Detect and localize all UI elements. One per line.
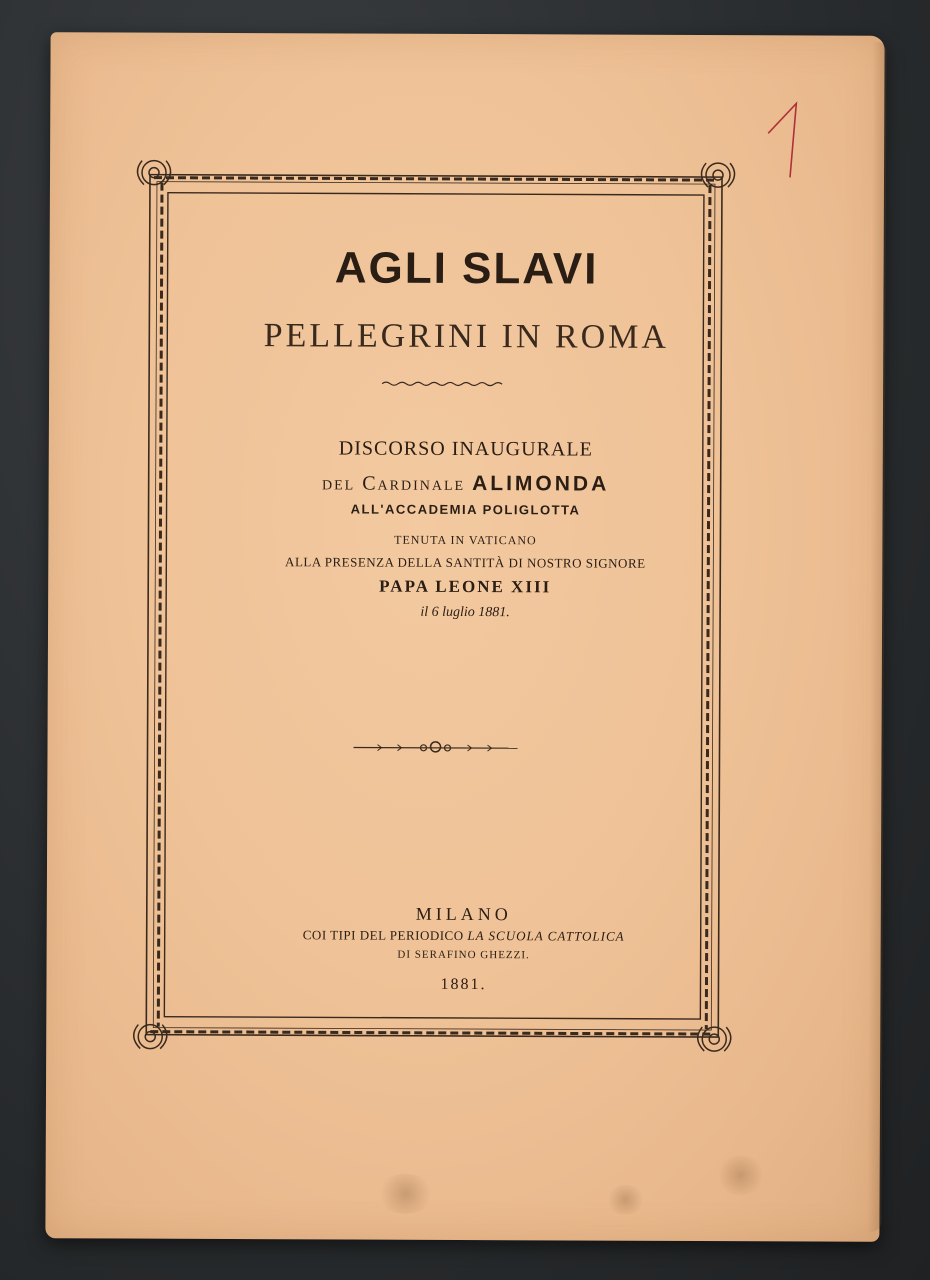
corner-ornament-icon — [137, 161, 170, 185]
academy-line: ALL'ACCADEMIA POLIGLOTTA — [350, 501, 581, 518]
pencil-stroke — [766, 93, 806, 183]
cardinal-name: ALIMONDA — [472, 472, 610, 496]
city: MILANO — [415, 903, 512, 925]
ornamental-border — [45, 32, 884, 1242]
cardinal-line — [49, 470, 883, 498]
held-in-line: TENUTA IN VATICANO — [394, 532, 537, 548]
cardinal-prefix: del Cardinale — [321, 472, 466, 495]
corner-ornament-icon — [701, 163, 734, 187]
title: AGLI SLAVI — [334, 243, 599, 294]
ornament-rule-icon — [353, 742, 517, 753]
printer-prefix: COI TIPI DEL PERIODICO — [302, 927, 464, 943]
corner-ornament-icon — [698, 1027, 731, 1051]
book-cover — [45, 32, 884, 1242]
corner-ornament-icon — [134, 1025, 167, 1049]
wavy-rule — [382, 382, 502, 386]
printer-name: DI SERAFINO GHEZZI. — [397, 948, 530, 962]
presence-line: ALLA PRESENZA DELLA SANTITÀ DI NOSTRO SIGNORE — [285, 554, 646, 571]
periodical-name: LA SCUOLA CATTOLICA — [467, 928, 625, 944]
pencil-mark — [766, 93, 806, 183]
discourse-heading: DISCORSO INAUGURALE — [338, 437, 593, 461]
subtitle: PELLEGRINI IN ROMA — [263, 317, 670, 356]
pope-line: PAPA LEONE XIII — [379, 576, 552, 597]
date-line: il 6 luglio 1881. — [420, 604, 510, 621]
year: 1881. — [440, 975, 487, 994]
